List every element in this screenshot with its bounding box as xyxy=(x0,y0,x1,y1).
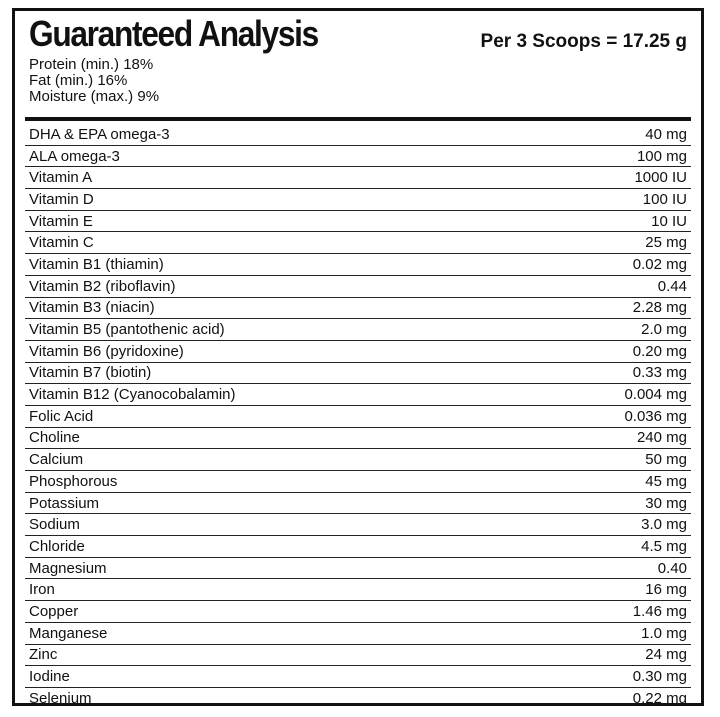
table-row xyxy=(25,688,691,710)
nutrient-amount: 240 mg xyxy=(636,429,687,447)
nutrient-amount: 0.44 xyxy=(657,277,687,295)
nutrient-amount: 3.0 mg xyxy=(641,516,687,534)
table-row xyxy=(25,623,691,645)
protein-line: Protein (min.) 18% xyxy=(29,56,154,73)
nutrient-name: Choline xyxy=(29,429,80,447)
table-row xyxy=(25,645,691,667)
nutrient-name: Vitamin B2 (riboflavin) xyxy=(29,277,176,295)
table-row xyxy=(25,232,691,254)
table-row xyxy=(25,449,691,471)
nutrient-amount: 4.5 mg xyxy=(641,537,687,555)
nutrient-name: Vitamin C xyxy=(29,234,94,252)
nutrient-name: Vitamin D xyxy=(29,190,94,208)
nutrient-amount: 0.02 mg xyxy=(632,255,687,273)
nutrient-name: Copper xyxy=(29,602,79,620)
moisture-line: Moisture (max.) 9% xyxy=(29,88,160,105)
table-row xyxy=(25,493,691,515)
nutrient-name: DHA & EPA omega-3 xyxy=(29,125,170,143)
nutrient-amount: 0.22 mg xyxy=(632,690,687,708)
nutrient-amount: 50 mg xyxy=(645,451,687,469)
table-row xyxy=(25,211,691,233)
nutrient-name: Chloride xyxy=(29,537,85,555)
nutrient-name: Iron xyxy=(29,581,55,599)
table-row xyxy=(25,406,691,428)
table-row xyxy=(25,146,691,168)
nutrient-amount: 1.46 mg xyxy=(632,602,687,620)
nutrient-amount: 40 mg xyxy=(645,125,687,143)
table-row xyxy=(25,384,691,406)
table-row xyxy=(25,514,691,536)
table-row xyxy=(25,536,691,558)
table-row xyxy=(25,276,691,298)
nutrient-amount: 0.40 xyxy=(657,559,687,577)
nutrient-amount: 2.0 mg xyxy=(641,321,687,339)
nutrient-name: Vitamin B12 (Cyanocobalamin) xyxy=(29,386,236,404)
nutrient-name: Vitamin B7 (biotin) xyxy=(29,364,152,382)
nutrient-amount: 24 mg xyxy=(645,646,687,664)
basic-analysis xyxy=(29,57,159,105)
table-row xyxy=(25,579,691,601)
table-row xyxy=(25,363,691,385)
header-divider xyxy=(25,117,691,121)
table-row xyxy=(25,666,691,688)
nutrient-amount: 1000 IU xyxy=(634,169,687,187)
nutrient-amount: 45 mg xyxy=(645,472,687,490)
table-row xyxy=(25,471,691,493)
nutrient-amount: 25 mg xyxy=(645,234,687,252)
table-row xyxy=(25,189,691,211)
nutrient-name: Selenium xyxy=(29,690,92,708)
nutrient-name: Calcium xyxy=(29,451,84,469)
serving-size: Per 3 Scoops = 17.25 g xyxy=(480,31,687,52)
nutrient-name: ALA omega-3 xyxy=(29,147,120,165)
nutrient-amount: 0.004 mg xyxy=(624,386,687,404)
nutrient-name: Vitamin B1 (thiamin) xyxy=(29,255,164,273)
table-row xyxy=(25,428,691,450)
nutrient-amount: 10 IU xyxy=(651,212,687,230)
nutrient-name: Vitamin A xyxy=(29,169,93,187)
nutrient-amount: 0.30 mg xyxy=(632,668,687,686)
table-row xyxy=(25,558,691,580)
fat-line: Fat (min.) 16% xyxy=(29,72,128,89)
nutrient-name: Vitamin B3 (niacin) xyxy=(29,299,155,317)
nutrient-name: Folic Acid xyxy=(29,407,94,425)
nutrient-name: Magnesium xyxy=(29,559,107,577)
nutrient-name: Iodine xyxy=(29,668,70,686)
nutrient-amount: 1.0 mg xyxy=(641,624,687,642)
guaranteed-analysis-panel xyxy=(12,8,704,706)
table-row xyxy=(25,298,691,320)
table-row xyxy=(25,254,691,276)
nutrient-name: Phosphorous xyxy=(29,472,118,490)
table-row xyxy=(25,319,691,341)
nutrient-amount: 30 mg xyxy=(645,494,687,512)
nutrient-name: Vitamin B5 (pantothenic acid) xyxy=(29,321,225,339)
panel-header xyxy=(15,11,701,121)
nutrient-amount: 100 mg xyxy=(636,147,687,165)
nutrient-name: Potassium xyxy=(29,494,100,512)
nutrient-amount: 100 IU xyxy=(642,190,687,208)
nutrient-amount: 0.20 mg xyxy=(632,342,687,360)
nutrient-amount: 0.036 mg xyxy=(624,407,687,425)
nutrient-amount: 16 mg xyxy=(645,581,687,599)
table-row xyxy=(25,167,691,189)
page-title: Guaranteed Analysis xyxy=(29,13,318,54)
nutrient-table xyxy=(25,124,691,710)
nutrient-name: Vitamin E xyxy=(29,212,93,230)
table-row xyxy=(25,124,691,146)
table-row xyxy=(25,601,691,623)
nutrient-name: Manganese xyxy=(29,624,108,642)
nutrient-amount: 2.28 mg xyxy=(632,299,687,317)
table-row xyxy=(25,341,691,363)
nutrient-name: Zinc xyxy=(29,646,58,664)
nutrient-name: Vitamin B6 (pyridoxine) xyxy=(29,342,184,360)
nutrient-name: Sodium xyxy=(29,516,80,534)
nutrient-amount: 0.33 mg xyxy=(632,364,687,382)
